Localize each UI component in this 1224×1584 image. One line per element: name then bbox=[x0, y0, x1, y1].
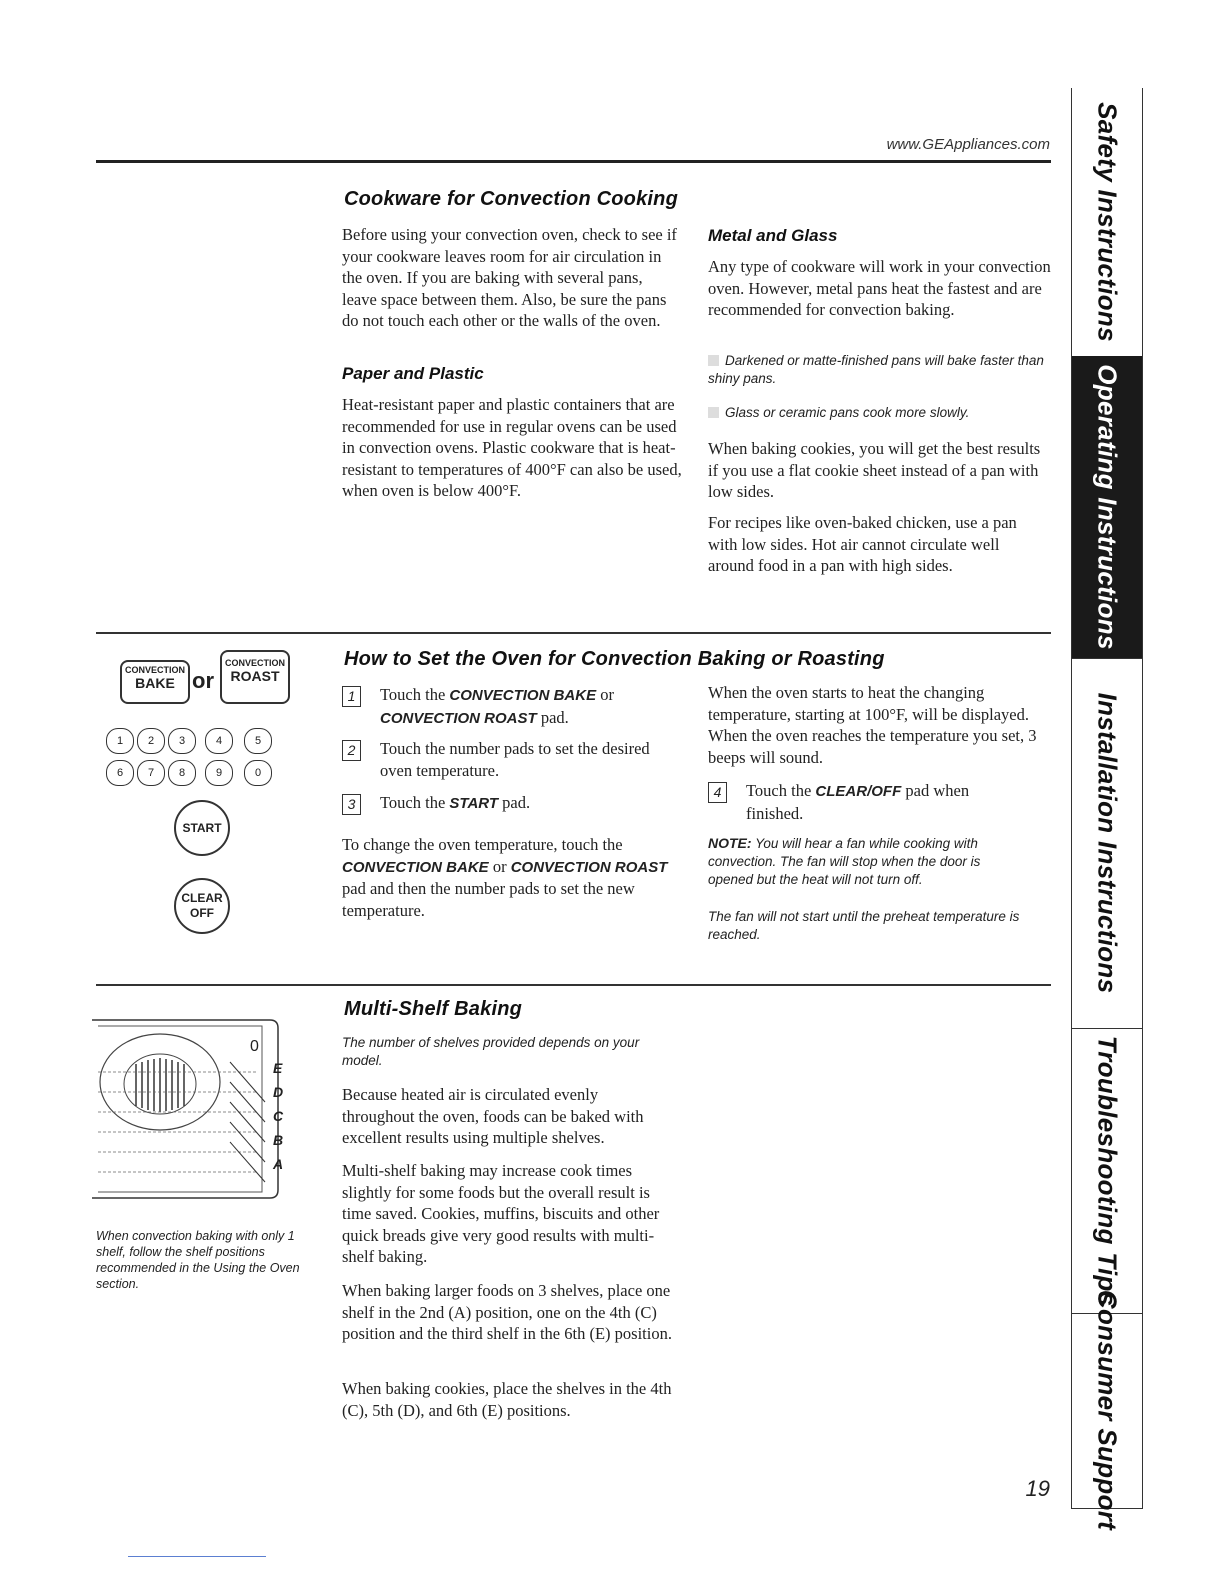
page-number: 19 bbox=[1025, 1476, 1050, 1501]
metal-glass-text: Any type of cookware will work in your convection oven. However, metal pans heat the fastest and are recommended for convection baking. bbox=[708, 257, 1051, 319]
step-text: pad. bbox=[498, 793, 531, 812]
convection-bake-label: CONVECTION BAKE bbox=[449, 687, 597, 704]
tab-consumer-support[interactable] bbox=[1072, 1289, 1142, 1531]
fan-text: The fan will not start until the preheat temperature is reached. bbox=[708, 909, 1020, 942]
cookware-title: Cookware for Convection Cooking bbox=[344, 188, 679, 210]
pad-label-top: CONVECTION bbox=[124, 665, 185, 675]
convection-roast-label: CONVECTION ROAST bbox=[510, 858, 668, 876]
section-rule-1 bbox=[96, 632, 1051, 634]
step-number: 4 bbox=[708, 782, 727, 803]
or-label: or bbox=[192, 668, 214, 693]
convection-roast-label: CONVECTION ROAST bbox=[380, 709, 537, 727]
oven-shelf-illustration bbox=[90, 1012, 290, 1202]
change-temp-text bbox=[342, 834, 687, 921]
change-text: To change the oven temperature, touch the bbox=[342, 835, 623, 854]
tab-safety-instructions[interactable] bbox=[1072, 88, 1142, 357]
number-pad-6-icon: 6 bbox=[106, 760, 134, 786]
note-body: You will hear a fan while cooking with convection. The fan will stop when the door is opened but the heat will not turn off. bbox=[708, 836, 981, 887]
paper-plastic-heading: Paper and Plastic bbox=[342, 364, 484, 383]
number-pad-8-icon: 8 bbox=[168, 760, 196, 786]
cookware-intro: Before using your convection oven, check to see if your cookware leaves room for air circulation in the oven. If you are baking with several pans, leave space between them. Also, be sure the pans do not touch each other or the walls of the oven. bbox=[342, 225, 677, 330]
cookies-text: When baking cookies, you will get the best results if you use a flat cookie sheet instead of a pan with low sides. bbox=[708, 439, 1041, 501]
oven-shelf-diagram bbox=[90, 1012, 290, 1202]
number-pad-3-icon: 3 bbox=[168, 728, 196, 754]
bullet-darkened-pans bbox=[708, 352, 1048, 388]
convection-bake-pad-icon bbox=[120, 660, 190, 704]
convection-roast-pad-icon bbox=[220, 650, 290, 704]
shelf-label-e: E bbox=[273, 1060, 283, 1076]
note-label: NOTE: bbox=[708, 835, 752, 851]
bullet-glass-pans bbox=[708, 404, 1048, 422]
shelf-label-a: A bbox=[273, 1156, 284, 1172]
bullet-text: Darkened or matte-finished pans will bake faster than shiny pans. bbox=[708, 353, 1044, 386]
tab-label: Consumer Support bbox=[1092, 1289, 1123, 1531]
shelf-label-c: C bbox=[273, 1108, 284, 1124]
multishelf-title: Multi-Shelf Baking bbox=[344, 998, 523, 1020]
multishelf-p3: When baking larger foods on 3 shelves, place one shelf in the 2nd (A) position, one on the 4th (C) position and the third shelf in the 6th (E) position. bbox=[342, 1281, 672, 1343]
shelf-label-0: 0 bbox=[250, 1038, 259, 1055]
clear-label: CLEAR bbox=[181, 891, 223, 905]
start-pad-icon: START bbox=[174, 800, 230, 856]
pad-label-bottom: BAKE bbox=[135, 675, 175, 691]
multishelf-p2: Multi-shelf baking may increase cook times slightly for some foods but the overall result is time saved. Cookies, muffins, biscuits and other quick breads give very good results with multi-shelf baking. bbox=[342, 1161, 660, 1266]
bullet-icon bbox=[708, 407, 719, 418]
bullet-text: Glass or ceramic pans cook more slowly. bbox=[725, 405, 970, 420]
start-label: START bbox=[449, 795, 499, 812]
step-text: pad when finished. bbox=[746, 781, 970, 823]
number-pad-0-icon: 0 bbox=[244, 760, 272, 786]
oven-caption: When convection baking with only 1 shelf, follow the shelf positions recommended in the Using the Oven section. bbox=[96, 1229, 300, 1291]
tab-label: Installation Instructions bbox=[1092, 692, 1123, 994]
tab-label: Operating Instructions bbox=[1092, 364, 1123, 650]
header-rule bbox=[96, 160, 1051, 163]
step-text: or bbox=[596, 685, 614, 704]
clear-off-pad-icon bbox=[174, 878, 230, 934]
paper-plastic-text: Heat-resistant paper and plastic containers that are recommended for use in regular ovens can be used in convection ovens. Plastic cookware that is heat-resistant to temperatures of 400°F can also be used, when oven is below 400°F. bbox=[342, 395, 682, 500]
change-text: pad and then the number pads to set the new temperature. bbox=[342, 879, 635, 920]
number-pad-2-icon: 2 bbox=[137, 728, 165, 754]
tab-installation-instructions[interactable] bbox=[1072, 658, 1142, 1029]
multishelf-p1: Because heated air is circulated evenly throughout the oven, foods can be baked with excellent results using multiple shelves. bbox=[342, 1085, 644, 1147]
shelf-label-b: B bbox=[273, 1132, 284, 1148]
tab-troubleshooting-tips[interactable] bbox=[1072, 1028, 1142, 1314]
chicken-text: For recipes like oven-baked chicken, use a pan with low sides. Hot air cannot circulate well around food in a pan with high sides. bbox=[708, 513, 1017, 575]
starts-heating-text: When the oven starts to heat the changing temperature, starting at 100°F, will be displayed. When the oven reaches the temperature you set, 3 beeps will sound. bbox=[708, 683, 1037, 767]
website-url[interactable]: www.GEAppliances.com bbox=[886, 136, 1050, 153]
number-pad-4-icon: 4 bbox=[205, 728, 233, 754]
off-label: OFF bbox=[190, 906, 214, 920]
step-text: Touch the number pads to set the desired oven temperature. bbox=[380, 739, 650, 780]
metal-glass-heading: Metal and Glass bbox=[708, 226, 838, 245]
tab-label: Safety Instructions bbox=[1092, 102, 1123, 342]
step-text: Touch the bbox=[380, 793, 450, 812]
shelf-label-d: D bbox=[273, 1084, 284, 1100]
clear-off-label: CLEAR/OFF bbox=[815, 783, 902, 800]
step-text: pad. bbox=[536, 707, 569, 727]
section-tabs bbox=[1071, 88, 1143, 1531]
multishelf-p4: When baking cookies, place the shelves in the 4th (C), 5th (D), and 6th (E) positions. bbox=[342, 1379, 672, 1420]
howto-title: How to Set the Oven for Convection Baking or Roasting bbox=[344, 648, 885, 670]
bottom-link-line bbox=[128, 1556, 266, 1557]
step-number: 2 bbox=[342, 740, 361, 761]
step-number: 3 bbox=[342, 794, 361, 815]
tab-operating-instructions[interactable] bbox=[1072, 356, 1142, 659]
number-pad-9-icon: 9 bbox=[205, 760, 233, 786]
step-text: Touch the bbox=[380, 685, 450, 704]
pad-label-bottom: ROAST bbox=[230, 668, 280, 684]
pad-label-top: CONVECTION bbox=[224, 658, 285, 668]
bullet-icon bbox=[708, 355, 719, 366]
number-pad-7-icon: 7 bbox=[137, 760, 165, 786]
step-number: 1 bbox=[342, 686, 361, 707]
section-rule-2 bbox=[96, 984, 1051, 986]
note-text bbox=[708, 834, 1018, 889]
number-pad-1-icon: 1 bbox=[106, 728, 134, 754]
number-pad-5-icon: 5 bbox=[244, 728, 272, 754]
multishelf-subtitle: The number of shelves provided depends on your model. bbox=[342, 1035, 640, 1068]
convection-bake-label: CONVECTION BAKE bbox=[342, 858, 489, 876]
step-text: Touch the bbox=[746, 781, 816, 800]
tab-label: Troubleshooting Tips bbox=[1092, 1035, 1123, 1306]
change-text: or bbox=[488, 856, 511, 876]
